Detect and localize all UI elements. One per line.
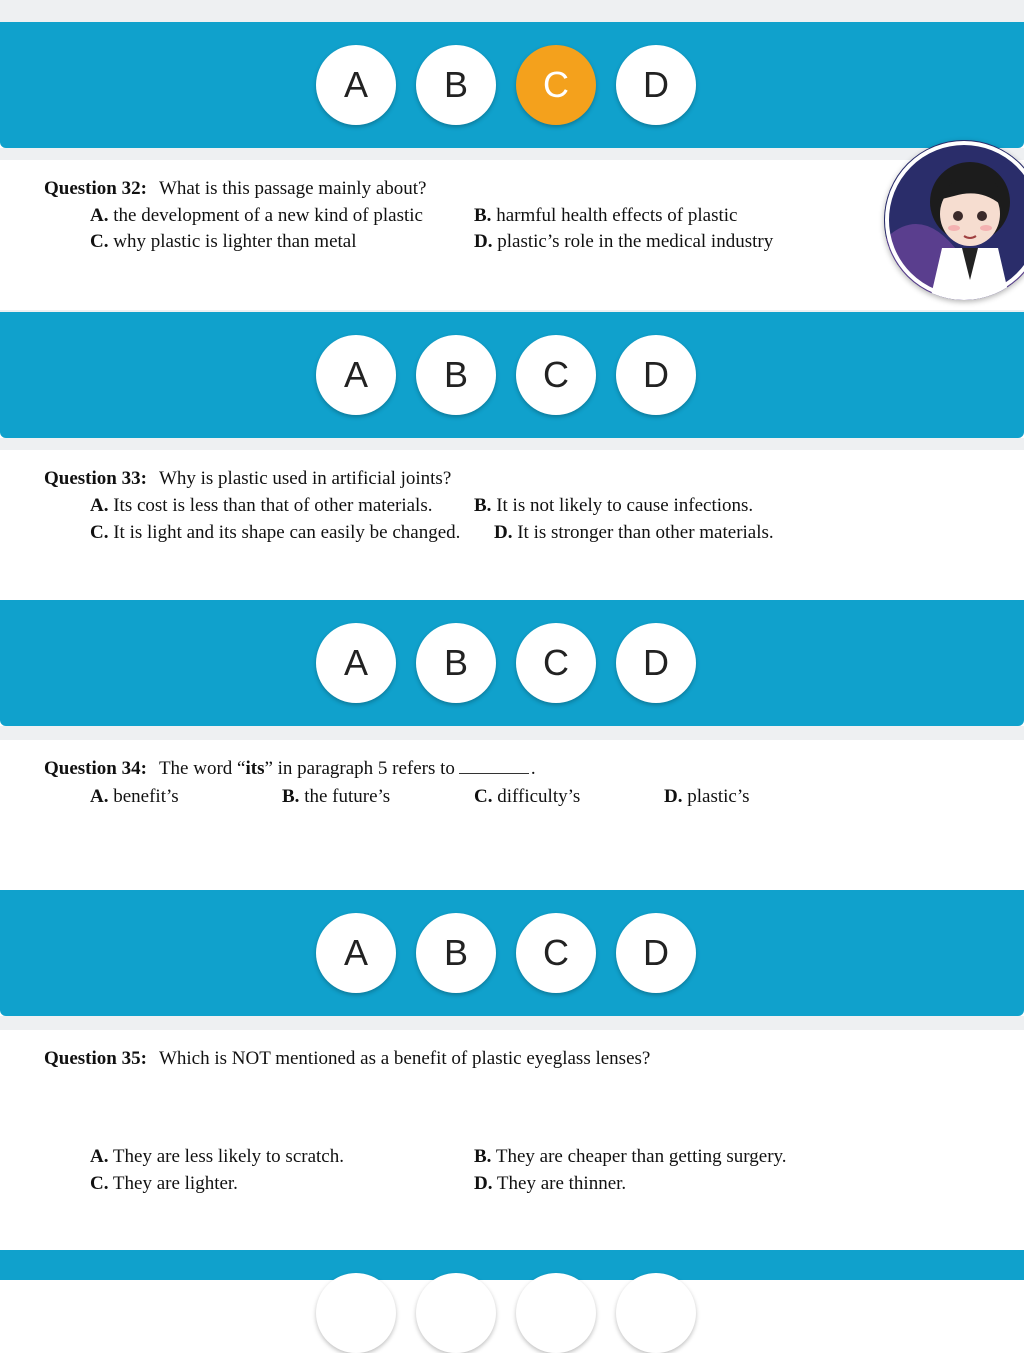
question-text-end: ” in paragraph 5 refers to: [264, 758, 455, 779]
question-33: [44, 468, 451, 490]
answer-bar-5: [0, 1250, 1024, 1280]
question-number: Question 33:: [44, 468, 147, 489]
option-34-a[interactable]: A. benefit’s: [90, 786, 179, 807]
question-card-35: [0, 1030, 1024, 1250]
option-32-b[interactable]: B. harmful health effects of plastic: [474, 205, 738, 226]
answer-4-choice-b[interactable]: B: [416, 913, 496, 993]
option-32-c[interactable]: C. why plastic is lighter than metal: [90, 231, 357, 252]
question-card-33: [0, 450, 1024, 600]
question-text: Why is plastic used in artificial joints?: [158, 468, 452, 489]
option-33-c[interactable]: C. It is light and its shape can easily be changed.: [90, 522, 461, 543]
answer-4-choice-a[interactable]: A: [316, 913, 396, 993]
question-number: Question 35:: [44, 1048, 147, 1069]
option-32-d[interactable]: D. plastic’s role in the medical industry: [474, 231, 774, 252]
option-33-a[interactable]: A. Its cost is less than that of other materials.: [90, 495, 433, 516]
option-35-d[interactable]: D. They are thinner.: [474, 1173, 627, 1194]
option-32-a[interactable]: A. the development of a new kind of plastic: [90, 205, 423, 226]
question-number: Question 34:: [44, 758, 147, 779]
option-34-b[interactable]: B. the future’s: [282, 786, 391, 807]
question-35: [44, 1048, 650, 1070]
question-emphasis: its: [245, 758, 265, 779]
option-34-c[interactable]: C. difficulty’s: [474, 786, 581, 807]
question-card-34: [0, 740, 1024, 890]
option-35-b[interactable]: B. They are cheaper than getting surgery.: [474, 1146, 787, 1167]
answer-5-choice-a[interactable]: [316, 1273, 396, 1353]
answer-1-choice-a[interactable]: A: [316, 45, 396, 125]
answer-bar-3: [0, 600, 1024, 726]
answer-2-choice-b[interactable]: B: [416, 335, 496, 415]
question-32: [44, 178, 426, 200]
question-text-start: The word “: [158, 758, 246, 779]
answer-5-choice-d[interactable]: [616, 1273, 696, 1353]
answer-3-choice-c[interactable]: C: [516, 623, 596, 703]
answer-4-choice-c[interactable]: C: [516, 913, 596, 993]
answer-3-choice-b[interactable]: B: [416, 623, 496, 703]
option-35-c[interactable]: C. They are lighter.: [90, 1173, 238, 1194]
option-35-a[interactable]: A. They are less likely to scratch.: [90, 1146, 344, 1167]
answer-bar-2: [0, 312, 1024, 438]
question-number: Question 32:: [44, 178, 147, 199]
answer-3-choice-d[interactable]: D: [616, 623, 696, 703]
answer-bar-4: [0, 890, 1024, 1016]
answer-2-choice-a[interactable]: A: [316, 335, 396, 415]
question-text: Which is NOT mentioned as a benefit of plastic eyeglass lenses?: [158, 1048, 651, 1069]
question-card-32: [0, 160, 1024, 310]
answer-1-choice-b[interactable]: B: [416, 45, 496, 125]
answer-4-choice-d[interactable]: D: [616, 913, 696, 993]
answer-5-choice-b[interactable]: [416, 1273, 496, 1353]
option-33-d[interactable]: D. It is stronger than other materials.: [494, 522, 774, 543]
answer-5-choice-c[interactable]: [516, 1273, 596, 1353]
answer-3-choice-a[interactable]: A: [316, 623, 396, 703]
answer-blank: [459, 759, 529, 774]
option-34-d[interactable]: D. plastic’s: [664, 786, 750, 807]
answer-2-choice-c[interactable]: C: [516, 335, 596, 415]
answer-bar-1: [0, 22, 1024, 148]
option-33-b[interactable]: B. It is not likely to cause infections.: [474, 495, 754, 516]
answer-1-choice-c[interactable]: C: [516, 45, 596, 125]
answer-1-choice-d[interactable]: D: [616, 45, 696, 125]
question-34: Question 34: The word “its” in paragraph 5 refers to .: [44, 758, 536, 779]
answer-2-choice-d[interactable]: D: [616, 335, 696, 415]
question-text: What is this passage mainly about?: [158, 178, 427, 199]
